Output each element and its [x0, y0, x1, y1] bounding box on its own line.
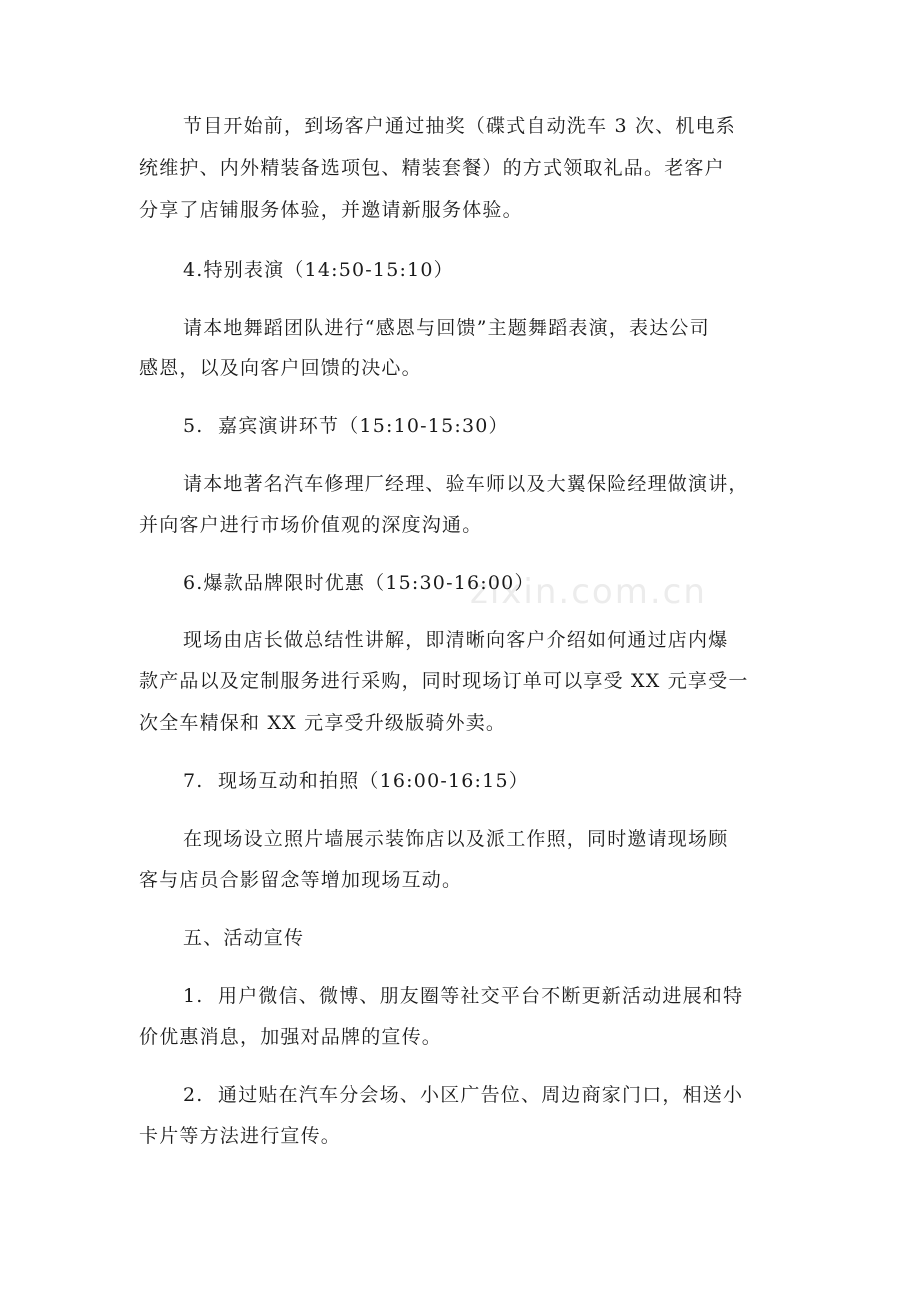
publicity-item-1-line-1: 1. 用户微信、微博、朋友圈等社交平台不断更新活动进展和特 — [183, 985, 744, 1007]
paragraph-6-line-3: 次全车精保和 XX 元享受升级版骑外卖。 — [139, 712, 507, 734]
paragraph-1-line-1: 节目开始前，到场客户通过抽奖（碟式自动洗车 3 次、机电系 — [183, 115, 736, 137]
paragraph-5-line-1: 请本地著名汽车修理厂经理、验车师以及大翼保险经理做演讲， — [183, 473, 749, 495]
section-heading-4: 4.特别表演（14:50-15:10） — [183, 259, 454, 281]
section-heading-5: 5. 嘉宾演讲环节（15:10-15:30） — [183, 415, 509, 437]
paragraph-4-line-2: 感恩，以及向客户回馈的决心。 — [139, 357, 422, 379]
paragraph-1-line-2: 统维护、内外精装备选项包、精装套餐）的方式领取礼品。老客户 — [139, 157, 725, 179]
watermark: zixin.com.cn — [470, 572, 707, 612]
paragraph-1-line-3: 分享了店铺服务体验，并邀请新服务体验。 — [139, 199, 523, 221]
paragraph-7-line-1: 在现场设立照片墙展示装饰店以及派工作照，同时邀请现场顾 — [183, 828, 729, 850]
paragraph-7-line-2: 客与店员合影留念等增加现场互动。 — [139, 869, 463, 891]
paragraph-6-line-2: 款产品以及定制服务进行采购，同时现场订单可以享受 XX 元享受一 — [139, 670, 749, 692]
paragraph-6-line-1: 现场由店长做总结性讲解，即清晰向客户介绍如何通过店内爆 — [183, 629, 729, 651]
publicity-item-2-line-2: 卡片等方法进行宣传。 — [139, 1125, 342, 1147]
publicity-item-1-line-2: 价优惠消息，加强对品牌的宣传。 — [139, 1026, 443, 1048]
section-heading-7: 7. 现场互动和拍照（16:00-16:15） — [183, 770, 529, 792]
section-heading-6: 6.爆款品牌限时优惠（15:30-16:00） — [183, 572, 535, 594]
paragraph-4-line-1: 请本地舞蹈团队进行“感恩与回馈”主题舞蹈表演，表达公司 — [183, 317, 710, 339]
publicity-item-2-line-1: 2. 通过贴在汽车分会场、小区广告位、周边商家门口，相送小 — [183, 1084, 744, 1106]
paragraph-5-line-2: 并向客户进行市场价值观的深度沟通。 — [139, 514, 483, 536]
section-heading-publicity: 五、活动宣传 — [183, 927, 305, 949]
